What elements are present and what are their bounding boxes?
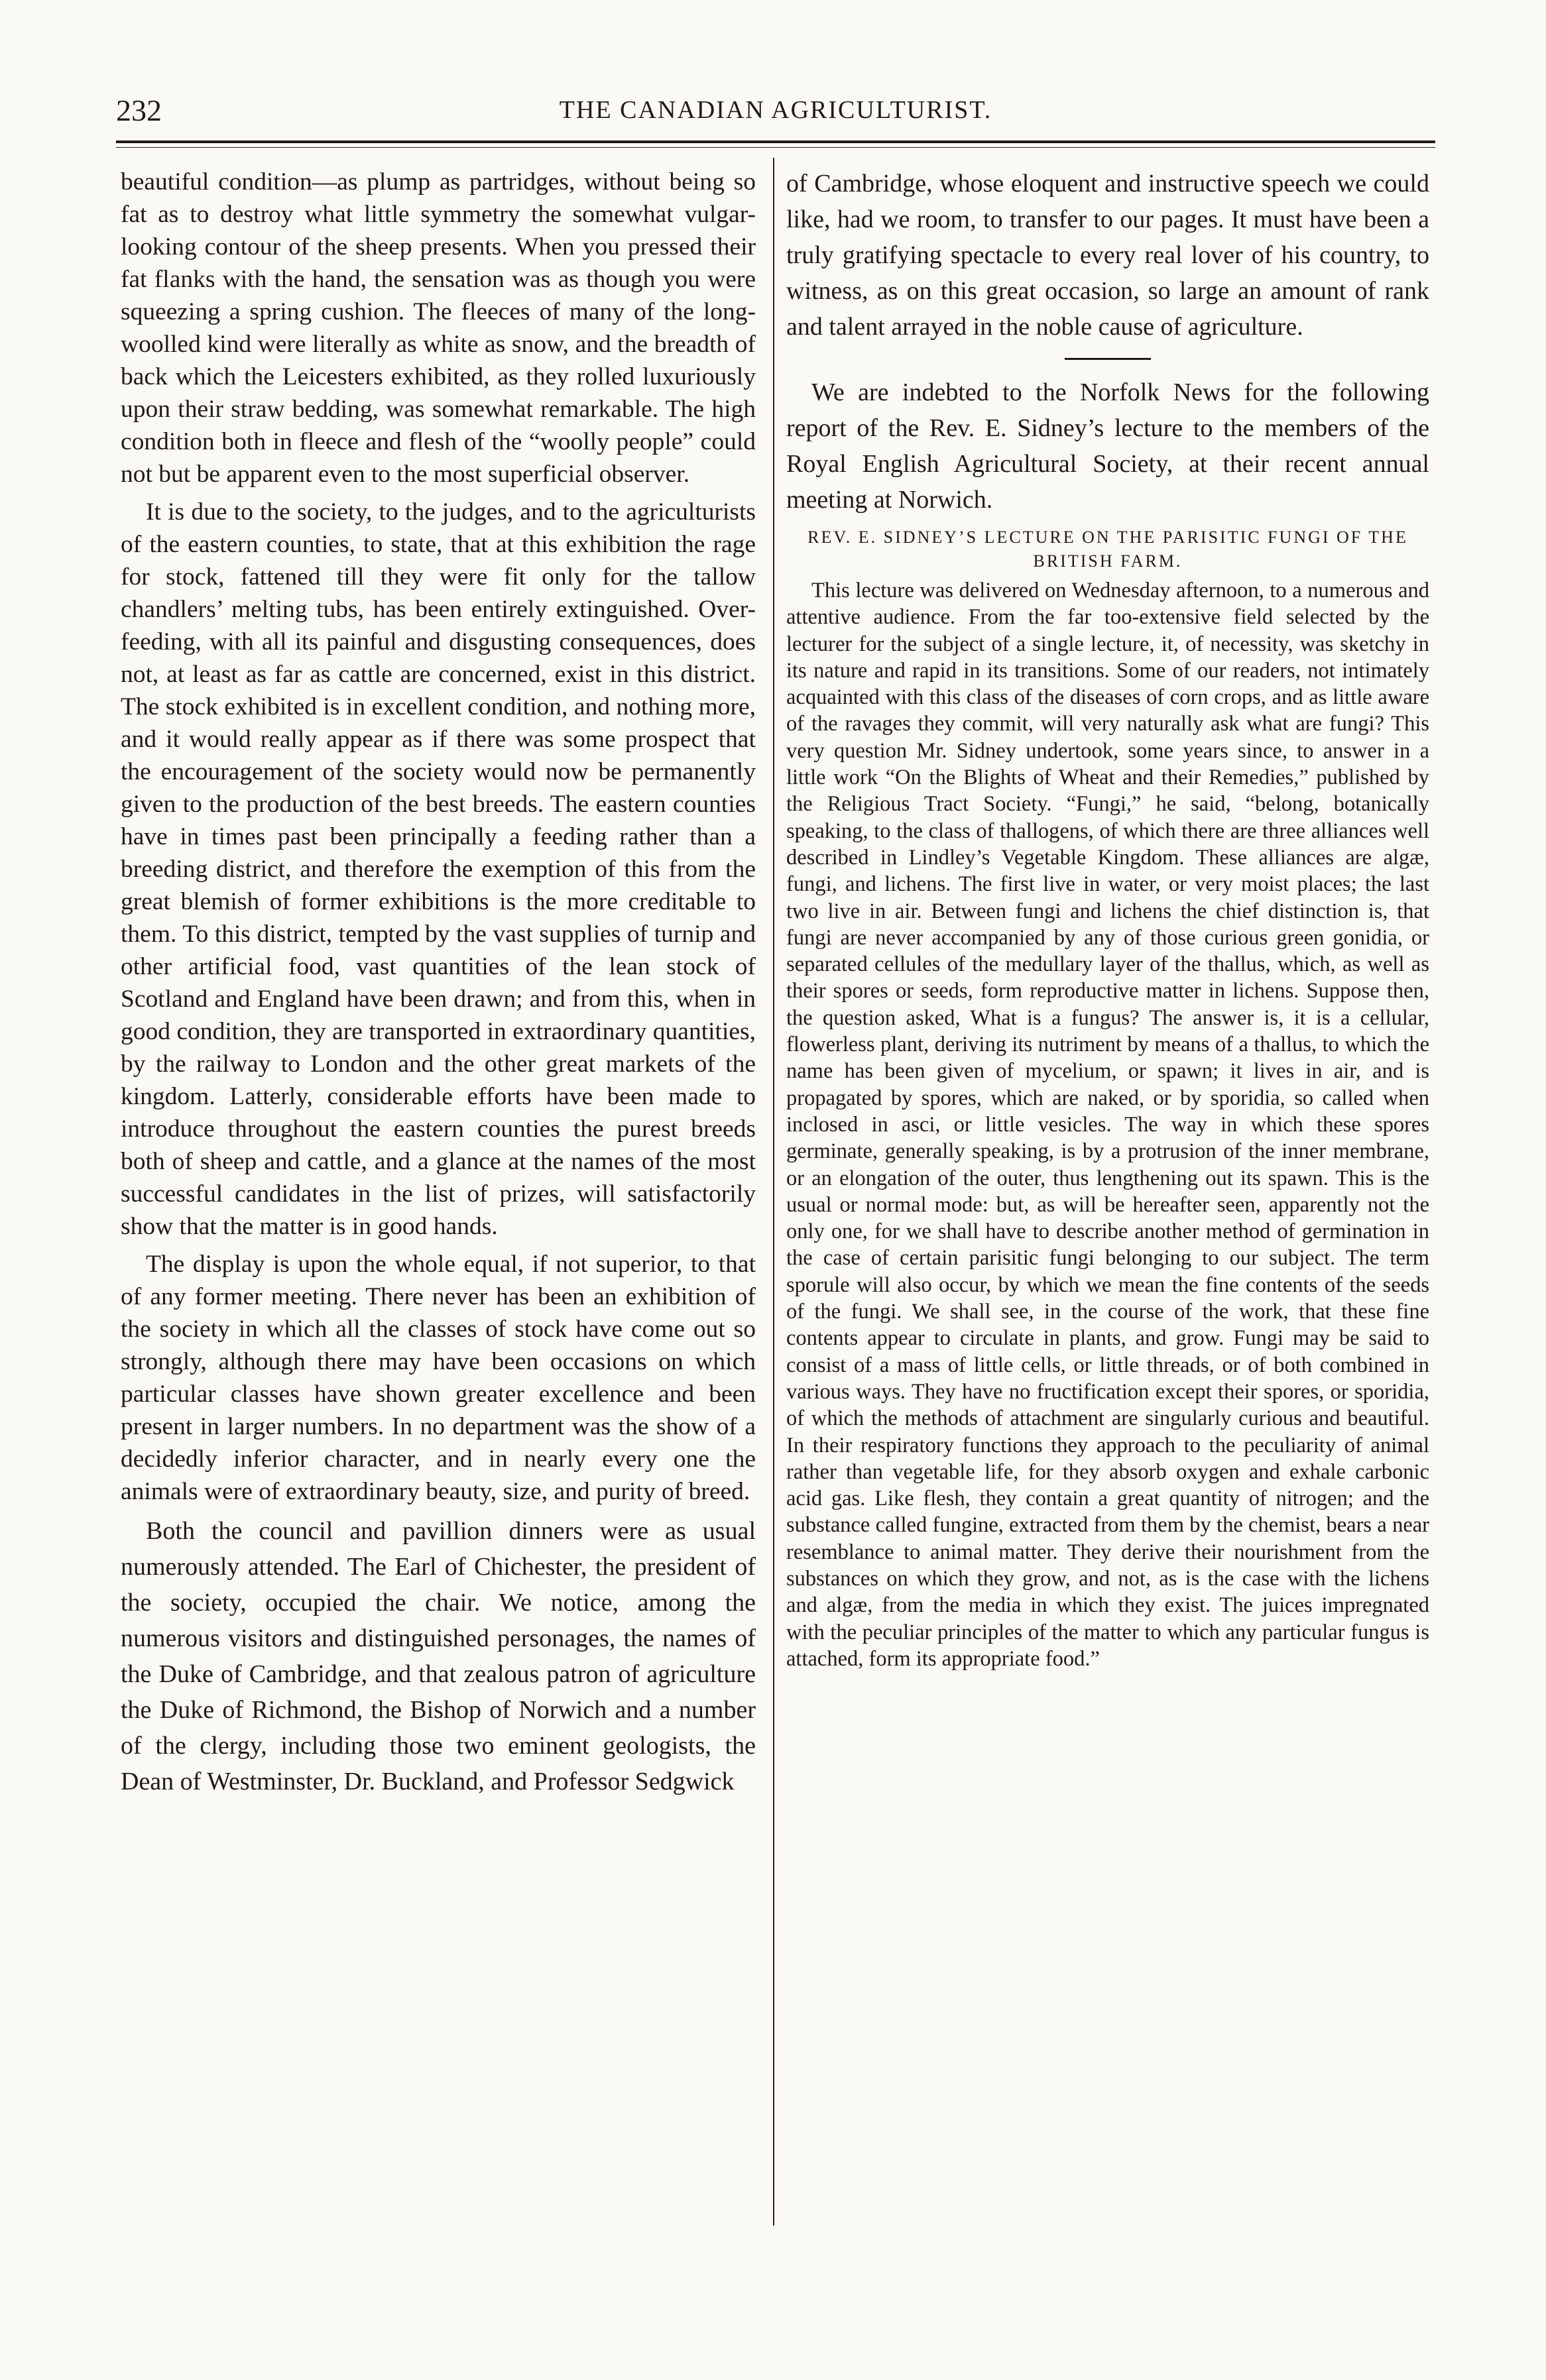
right-paragraph-1: of Cambridge, whose eloquent and instructive speech we could like, had we room, to transfer to our pages. It must have been a truly gratifying spectacle to every real lover of his country, to witness, as on this great occasion, so large an amount of rank and talent arrayed in the noble cause of agriculture.	[786, 170, 1429, 341]
left-paragraph-4: Both the council and pavillion dinners were as usual numerously attended. The Earl of Chichester, the president of the society, occupied the chair. We notice, among the numerous visitors and distinguished personages, the names of the Duke of Cambridge, and that zealous patron of agriculture the Duke of Richmond, the Bishop of Norwich and a number of the clergy, including those two eminent geologists, the Dean of Westminster, Dr. Buckland, and Professor Sedgwick	[121, 1517, 756, 1795]
section-divider-rule	[1065, 358, 1151, 360]
left-paragraph-1: beautiful condition—as plump as partridges, without being so fat as to destroy what little symmetry the somewhat vulgar-looking contour of the sheep presents. When you pressed their fat flanks with the hand, the sensation was as though you were squeezing a spring cushion. The fleeces of many of the long-woolled kind were literally as white as snow, and the breadth of back which the Leicesters exhibited, as they rolled luxuriously upon their straw bedding, was somewhat remarkable. The high condition both in fleece and flesh of the “woolly people” could not but be apparent even to the most superficial observer.	[121, 168, 756, 488]
left-column	[121, 166, 756, 1799]
page-header	[116, 93, 1435, 139]
right-paragraph-2: We are indebted to the Norfolk News for the following report of the Rev. E. Sidney’s lecture to the members of the Royal English Agricultural Society, at their recent annual meeting at Norwich.	[786, 378, 1429, 514]
left-paragraph-2: It is due to the society, to the judges, and to the agriculturists of the eastern counties, to state, that at this exhibition the rage for stock, fattened till they were fit only for the tallow chandlers’ melting tubs, has been entirely extinguished. Over-feeding, with all its painful and disgusting consequences, does not, at least as far as cattle are concerned, exist in this district. The stock exhibited is in excellent condition, and nothing more, and it would really appear as if there was some prospect that the encouragement of the society would now be permanently given to the production of the best breeds. The eastern counties have in times past been principally a feeding rather than a breeding district, and therefore the exemption of this from the great blemish of former exhibitions is the more creditable to them. To this district, tempted by the vast supplies of turnip and other artificial food, vast quantities of the lean stock of Scotland and England have been drawn; and from this, when in good condition, they are transported in extraordinary quantities, by the railway to London and the other great markets of the kingdom. Latterly, considerable efforts have been made to introduce throughout the eastern counties the purest breeds both of sheep and cattle, and a glance at the names of the most successful candidates in the list of prizes, will satisfactorily show that the matter is in good hands.	[121, 498, 756, 1240]
header-rule	[116, 141, 1435, 143]
left-paragraph-3: The display is upon the whole equal, if not superior, to that of any former meeting. There never has been an exhibition of the society in which all the classes of stock have come out so strongly, although there may have been occasions on which particular classes have shown greater excellence and been present in larger numbers. In no department was the show of a decidedly inferior character, and in nearly every one the animals were of extraordinary beauty, size, and purity of breed.	[121, 1251, 756, 1505]
page-number: 232	[116, 93, 162, 127]
lecture-heading: REV. E. SIDNEY’S LECTURE ON THE PARISITIC FUNGI OF THE BRITISH FARM.	[807, 528, 1408, 571]
header-rule-thin	[116, 147, 1435, 148]
running-title: THE CANADIAN AGRICULTURIST.	[559, 96, 992, 124]
lecture-body: This lecture was delivered on Wednesday afternoon, to a numerous and attentive audience. From the far too-extensive field selected by the lecturer for the subject of a single lecture, it, of necessity, was sketchy in its nature and rapid in its transitions. Some of our readers, not intimately acquainted with this class of the diseases of corn crops, and as little aware of the ravages they commit, will very naturally ask what are fungi? This very question Mr. Sidney undertook, some years since, to answer in a little work “On the Blights of Wheat and their Remedies,” published by the Religious Tract Society. “Fungi,” he said, “belong, botanically speaking, to the class of thallogens, of which there are three alliances well described in Lindley’s Vegetable Kingdom. These alliances are algæ, fungi, and lichens. The first live in water, or very moist places; the last two live in air. Between fungi and lichens the chief distinction is, that fungi are never accompanied by any of those curious green gonidia, or separated cellules of the medullary layer of the thallus, which, as well as their spores or seeds, form reproductive matter in lichens. Suppose then, the question asked, What is a fungus? The answer is, it is a cellular, flowerless plant, deriving its nutriment by means of a thallus, to which the name has been given of mycelium, or spawn; it lives in air, and is propagated by spores, which are naked, or by sporidia, so called when inclosed in asci, or little vesicles. The way in which these spores germinate, generally speaking, is by a protrusion of the inner membrane, or an elongation of the outer, thus lengthening out its spawn. This is the usual or normal mode: but, as will be hereafter seen, apparently not the only one, for we shall have to describe another method of germination in the case of certain parisitic fungi belonging to our subject. The term sporule will also occur, by which we mean the fine contents of the seeds of the fungi. We shall see, in the course of the work, that these fine contents appear to circulate in plants, and grow. Fungi may be said to consist of a mass of little cells, or little threads, or of both combined in various ways. They have no fructification except their spores, or sporidia, of which the methods of attachment are singularly curious and beautiful. In their respiratory functions they approach to the peculiarity of animal rather than vegetable life, for they absorb oxygen and exhale carbonic acid gas. Like flesh, they contain a great quantity of nitrogen; and the substance called fungine, extracted from them by the chemist, bears a near resemblance to animal matter. They derive their nourishment from the substances on which they grow, and not, as is the case with the lichens and algæ, from the media in which they exist. The juices impregnated with the peculiar principles of the matter to which any particular fungus is attached, form its appropriate food.”	[786, 579, 1429, 1671]
right-column	[786, 166, 1429, 1672]
column-divider	[773, 158, 774, 2226]
